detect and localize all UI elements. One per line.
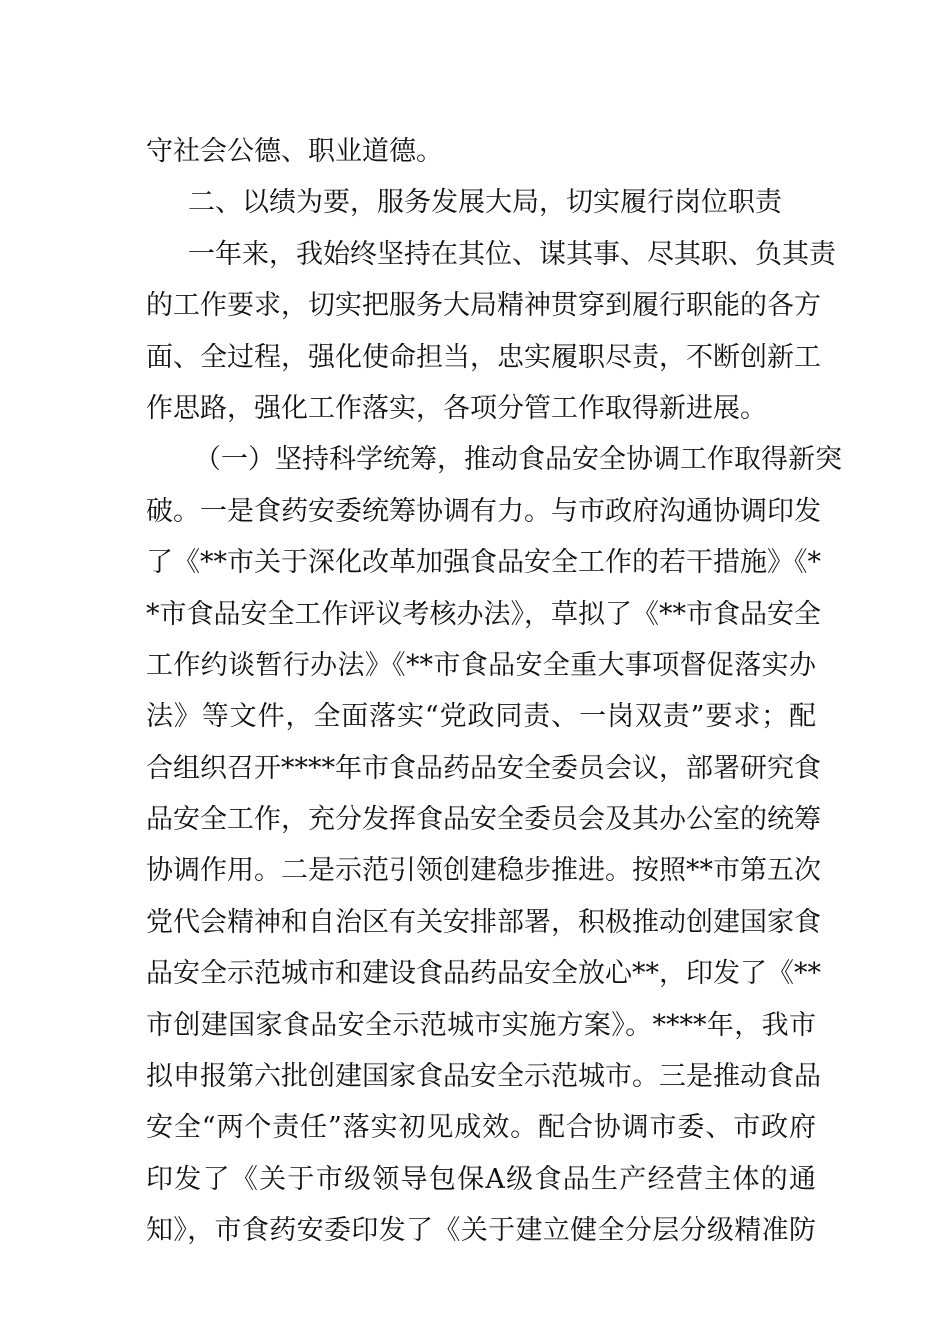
text-line: 合组织召开****年市食品药品安全委员会议，部署研究食: [146, 752, 821, 784]
section-heading: 二、以绩为要，服务发展大局，切实履行岗位职责: [188, 187, 782, 219]
text-line: 党代会精神和自治区有关安排部署，积极推动创建国家食: [146, 906, 821, 938]
text-line: 品安全示范城市和建设食品药品安全放心**，印发了《**: [146, 958, 821, 990]
text-line: 协调作用。二是示范引领创建稳步推进。按照**市第五次: [146, 855, 821, 887]
text-line: 的工作要求，切实把服务大局精神贯穿到履行职能的各方: [146, 290, 821, 322]
text-line: 作思路，强化工作落实，各项分管工作取得新进展。: [146, 392, 767, 424]
subsection-heading: （一）坚持科学统筹，推动食品安全协调工作取得新突: [194, 444, 842, 476]
text-line: 法》等文件，全面落实“党政同责、一岗双责”要求；配: [146, 701, 816, 733]
text-line: 破。一是食药安委统筹协调有力。与市政府沟通协调印发: [146, 495, 821, 527]
text-line: 印发了《关于市级领导包保A级食品生产经营主体的通: [146, 1163, 816, 1195]
text-line: *市食品安全工作评议考核办法》，草拟了《**市食品安全: [146, 598, 821, 630]
text-line: 工作约谈暂行办法》《**市食品安全重大事项督促落实办: [146, 649, 816, 681]
text-line: 品安全工作，充分发挥食品安全委员会及其办公室的统筹: [146, 804, 821, 836]
text-line: 面、全过程，强化使命担当，忠实履职尽责，不断创新工: [146, 341, 821, 373]
text-line: 安全“两个责任”落实初见成效。配合协调市委、市政府: [146, 1112, 816, 1144]
text-line: 了《**市关于深化改革加强食品安全工作的若干措施》《*: [146, 547, 821, 579]
text-line: 守社会公德、职业道德。: [146, 136, 443, 167]
text-line: 市创建国家食品安全示范城市实施方案》。****年，我市: [146, 1009, 816, 1041]
text-line: 知》，市食药安委印发了《关于建立健全分层分级精准防: [146, 1215, 816, 1247]
text-line: 一年来，我始终坚持在其位、谋其事、尽其职、负其责: [188, 238, 836, 270]
text-line: 拟申报第六批创建国家食品安全示范城市。三是推动食品: [146, 1061, 821, 1093]
body-text: [146, 126, 842, 1257]
